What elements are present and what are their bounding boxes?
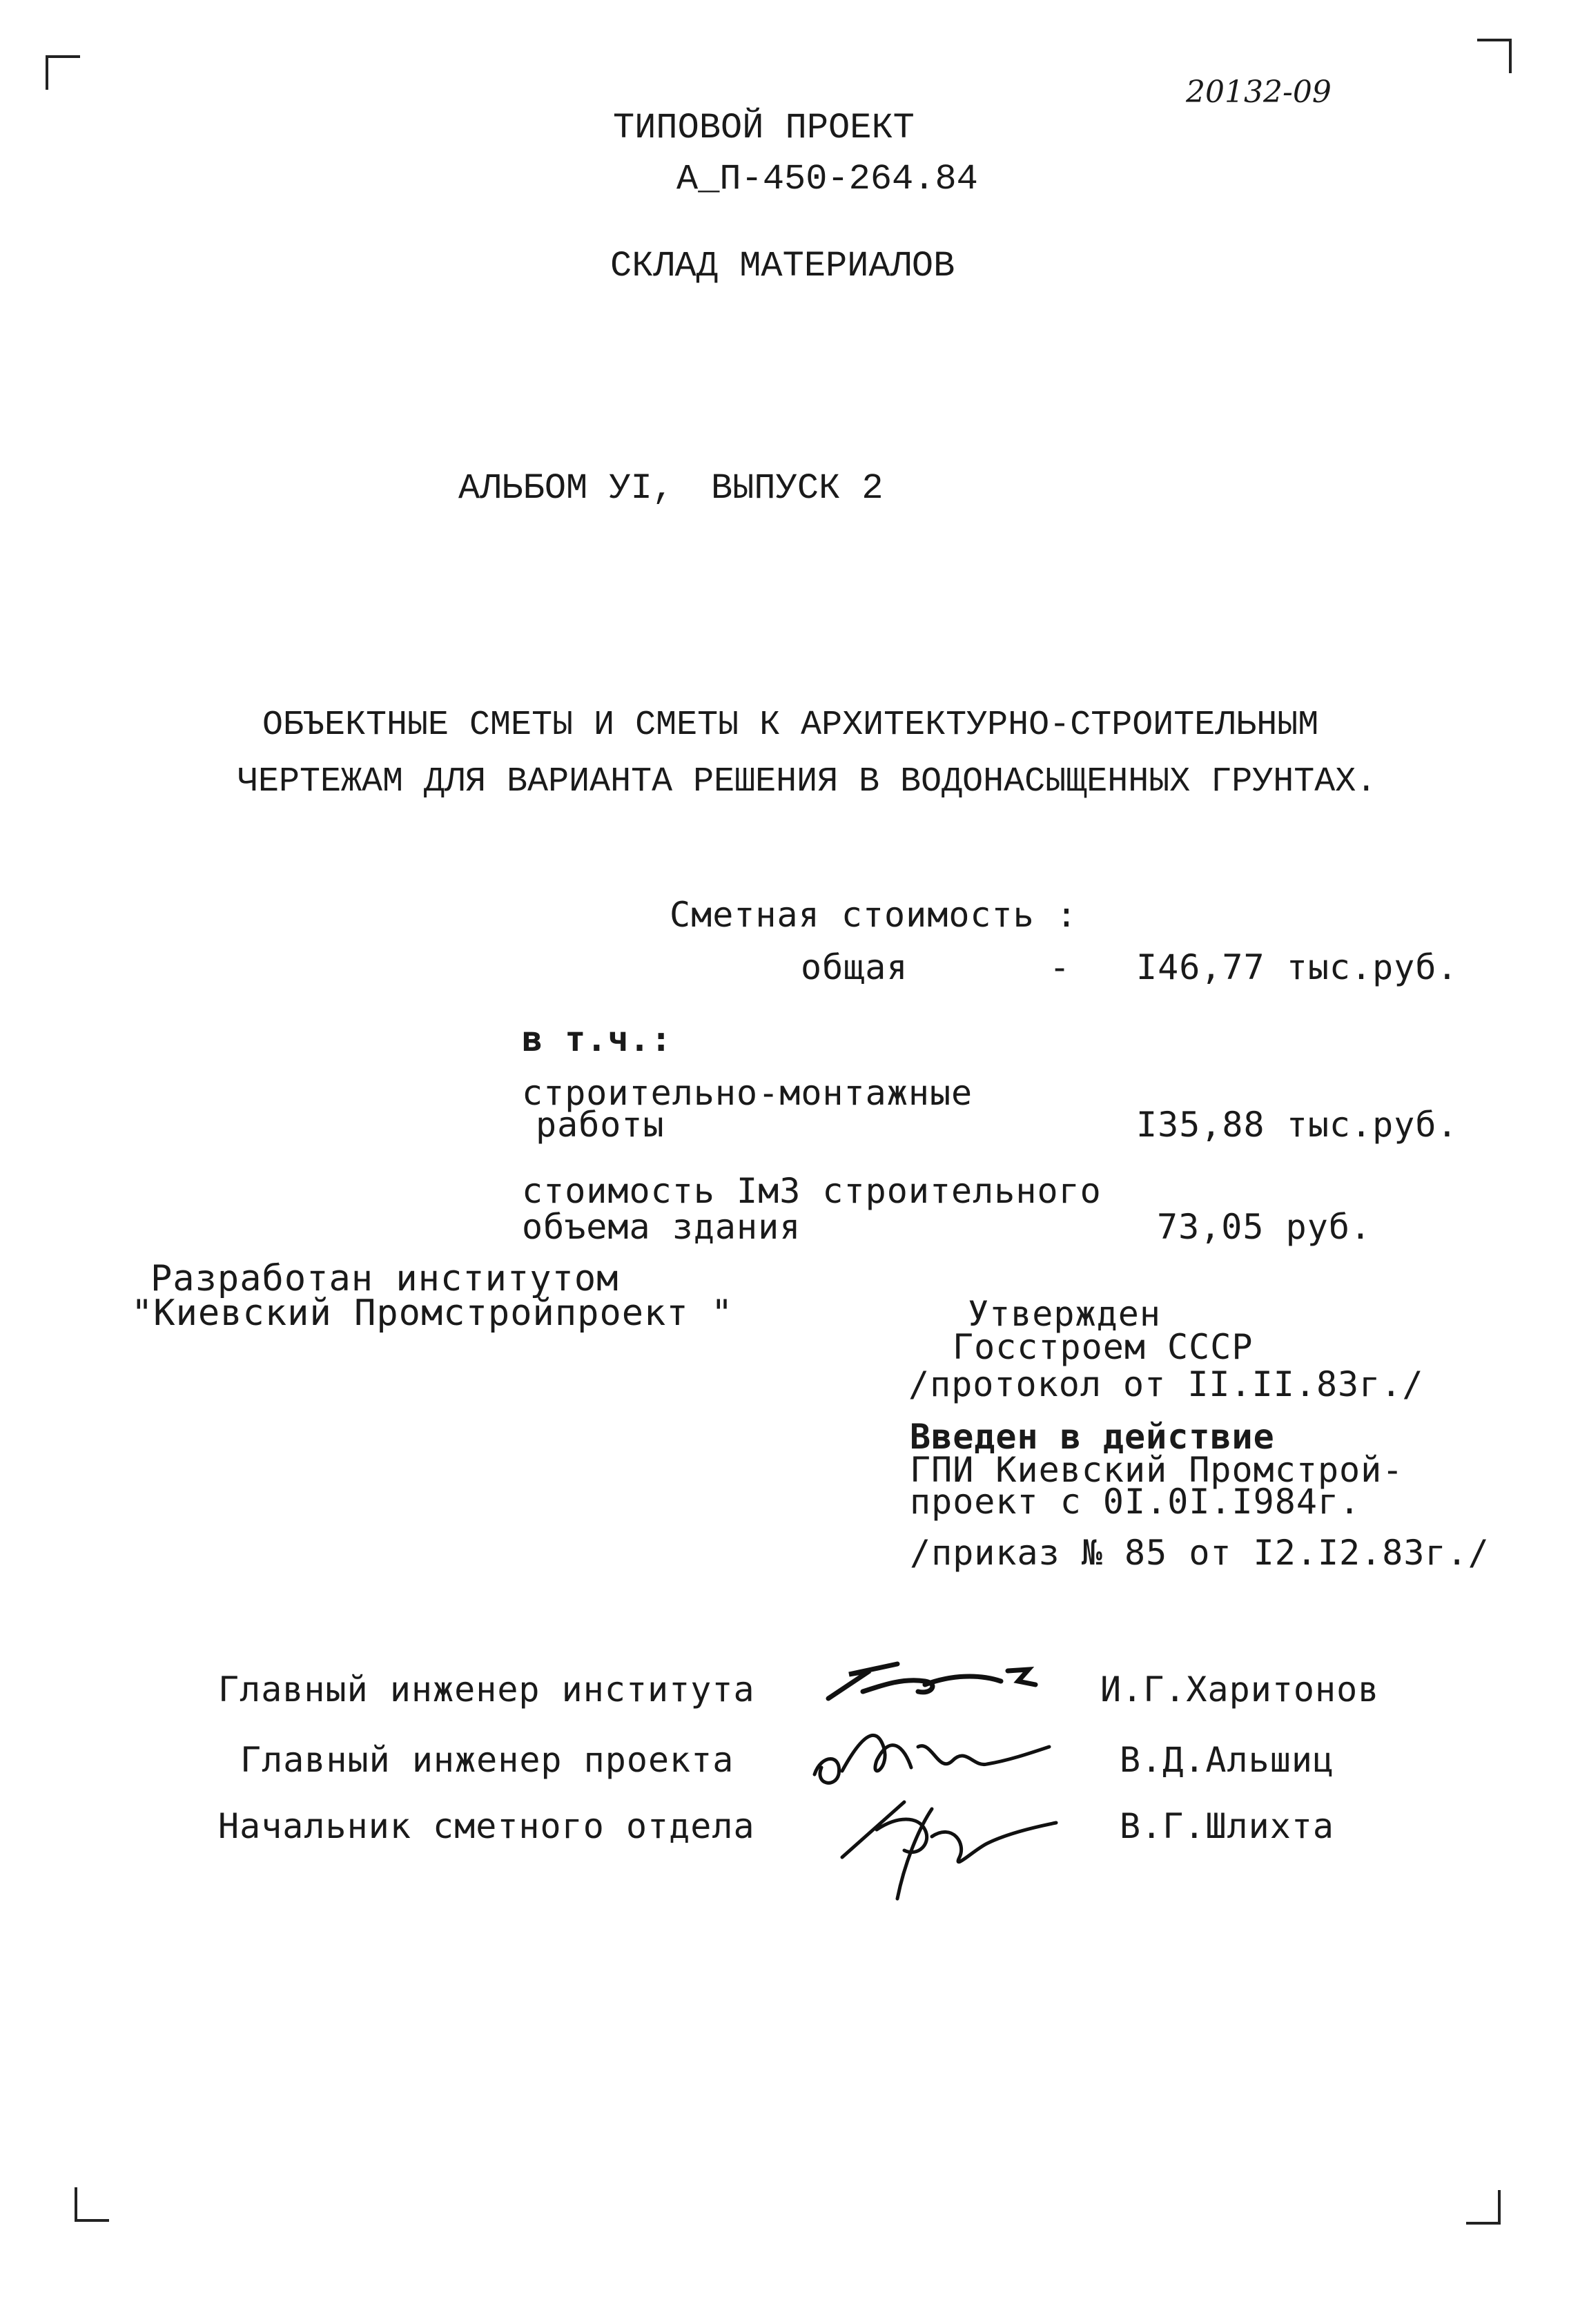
smr-label-line-1: строительно-монтажные	[522, 1073, 973, 1113]
signature-mark-3	[815, 1774, 1077, 1913]
approval-line-4: Введен в действие	[910, 1417, 1275, 1457]
issue-label: ВЫПУСК 2	[711, 468, 884, 509]
smr-value: I35,88 тыс.руб.	[1136, 1105, 1459, 1145]
signature-name-1: И.Г.Харитонов	[1100, 1669, 1380, 1710]
cost-total-label: общая	[801, 947, 908, 987]
approval-line-1: Утвержден	[968, 1294, 1161, 1334]
signature-role-3: Начальник сметного отдела	[218, 1806, 755, 1846]
unit-cost-value: 73,05 руб.	[1157, 1207, 1372, 1247]
approval-line-7: /приказ № 85 от I2.I2.83г./	[910, 1533, 1490, 1573]
document-title: СКЛАД МАТЕРИАЛОВ	[610, 246, 955, 287]
unit-cost-label-line-2: объема здания	[522, 1207, 801, 1247]
cost-heading: Сметная стоимость :	[670, 895, 1078, 935]
album-label: АЛЬБОМ УI,	[458, 468, 674, 509]
subject-line-2: ЧЕРТЕЖАМ ДЛЯ ВАРИАНТА РЕШЕНИЯ В ВОДОНАСЫЩЕННЫХ ГРУНТАХ.	[237, 762, 1377, 802]
project-code: А_П-450-264.84	[676, 159, 978, 200]
corner-mark-bottom-right	[1466, 2190, 1501, 2225]
project-type: ТИПОВОЙ ПРОЕКТ	[613, 108, 915, 148]
developer-line-1: Разработан институтом	[150, 1258, 619, 1299]
approval-line-3: /протокол от II.II.83г./	[908, 1364, 1424, 1404]
document-number: 20132-09	[1186, 75, 1332, 110]
approval-line-2: Госстроем СССР	[953, 1327, 1254, 1367]
approval-line-5: ГПИ Киевский Промстрой-	[910, 1450, 1404, 1490]
corner-mark-top-right	[1477, 39, 1512, 73]
corner-mark-top-left	[46, 55, 80, 90]
cost-dash: -	[1049, 947, 1071, 987]
cost-total-value: I46,77 тыс.руб.	[1136, 947, 1459, 987]
subject-line-1: ОБЪЕКТНЫЕ СМЕТЫ И СМЕТЫ К АРХИТЕКТУРНО-СТРОИТЕЛЬНЫМ	[262, 706, 1319, 745]
developer-line-2: "Киевский Промстройпроект "	[131, 1292, 734, 1334]
signature-role-2: Главный инженер проекта	[240, 1740, 734, 1780]
approval-line-6: проект с 0I.0I.I984г.	[910, 1482, 1361, 1522]
unit-cost-label-line-1: стоимость IмЗ строительного	[522, 1171, 1102, 1211]
smr-label-line-2: работы	[536, 1105, 665, 1145]
cost-including-label: в т.ч.:	[522, 1019, 672, 1059]
signature-role-1: Главный инженер института	[218, 1669, 755, 1710]
corner-mark-bottom-left	[75, 2187, 109, 2222]
signature-name-3: В.Г.Шлихта	[1120, 1806, 1335, 1846]
signature-name-2: В.Д.Альшиц	[1120, 1740, 1335, 1780]
